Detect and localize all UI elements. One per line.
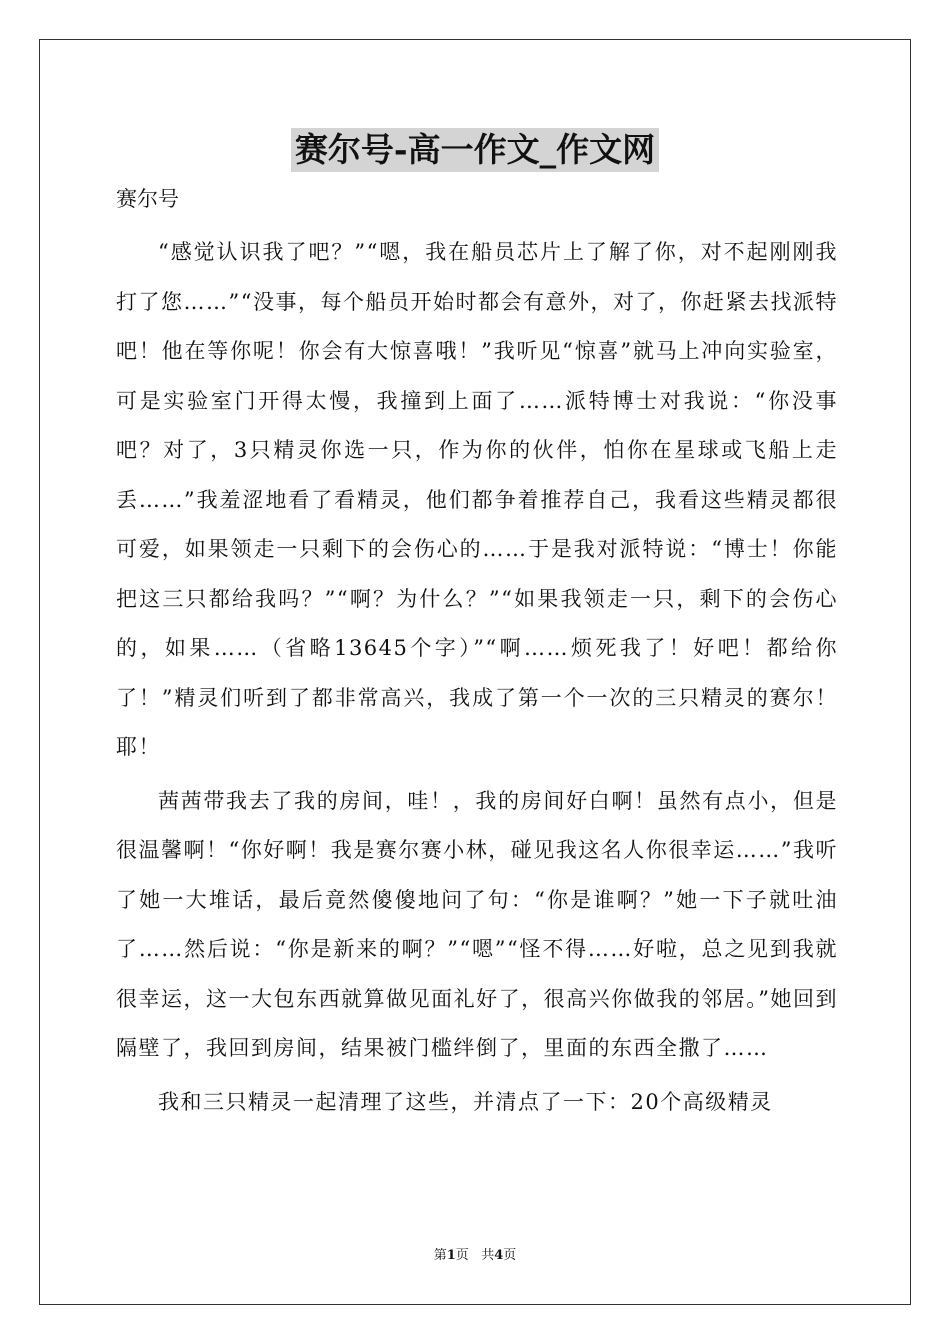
document-subtitle: 赛尔号	[116, 187, 179, 211]
footer-page-suffix: 页	[455, 1248, 469, 1263]
footer-total-suffix: 页	[503, 1248, 517, 1263]
document-title-wrapper	[0, 128, 950, 172]
document-body	[116, 228, 838, 1131]
document-title: 赛尔号-高一作文_作文网	[291, 128, 659, 172]
paragraph-1: “感觉认识我了吧？”“嗯，我在船员芯片上了解了你，对不起刚刚我打了您……”“没事，每个船员开始时都会有意外，对了，你赶紧去找派特吧！他在等你呢！你会有大惊喜哦！”我听见“惊喜”就马上冲向实验室，可是实验室门开得太慢，我撞到上面了……派特博士对我说：“你没事吧？对了，3只精灵你选一只，作为你的伙伴，怕你在星球或飞船上走丢……”我羞涩地看了看精灵，他们都争着推荐自己，我看这些精灵都很可爱，如果领走一只剩下的会伤心的……于是我对派特说：“博士！你能把这三只都给我吗？”“啊？为什么？”“如果我领走一只，剩下的会伤心的，如果……（省略13645个字）”“啊……烦死我了！好吧！都给你了！”精灵们听到了都非常高兴，我成了第一个一次的三只精灵的赛尔！耶！	[116, 240, 838, 759]
paragraph-3: 我和三只精灵一起清理了这些，并清点了一下：20个高级精灵	[158, 1089, 773, 1114]
footer-total-prefix: 共	[481, 1248, 495, 1263]
footer-page-number: 1	[446, 1248, 456, 1263]
footer-total-pages: 4	[494, 1248, 504, 1263]
paragraph-2: 茜茜带我去了我的房间，哇！，我的房间好白啊！虽然有点小，但是很温馨啊！“你好啊！我是赛尔赛小林，碰见我这名人你很幸运……”我听了她一大堆话，最后竟然傻傻地问了句：“你是谁啊？”她一下子就吐油了……然后说：“你是新来的啊？”“嗯”“怪不得……好啦，总之见到我就很幸运，这一大包东西就算做见面礼好了，很高兴你做我的邻居。”她回到隔壁了，我回到房间，结果被门槛绊倒了，里面的东西全撒了……	[116, 788, 838, 1060]
page-footer	[0, 1247, 950, 1265]
footer-prefix: 第	[433, 1248, 447, 1263]
